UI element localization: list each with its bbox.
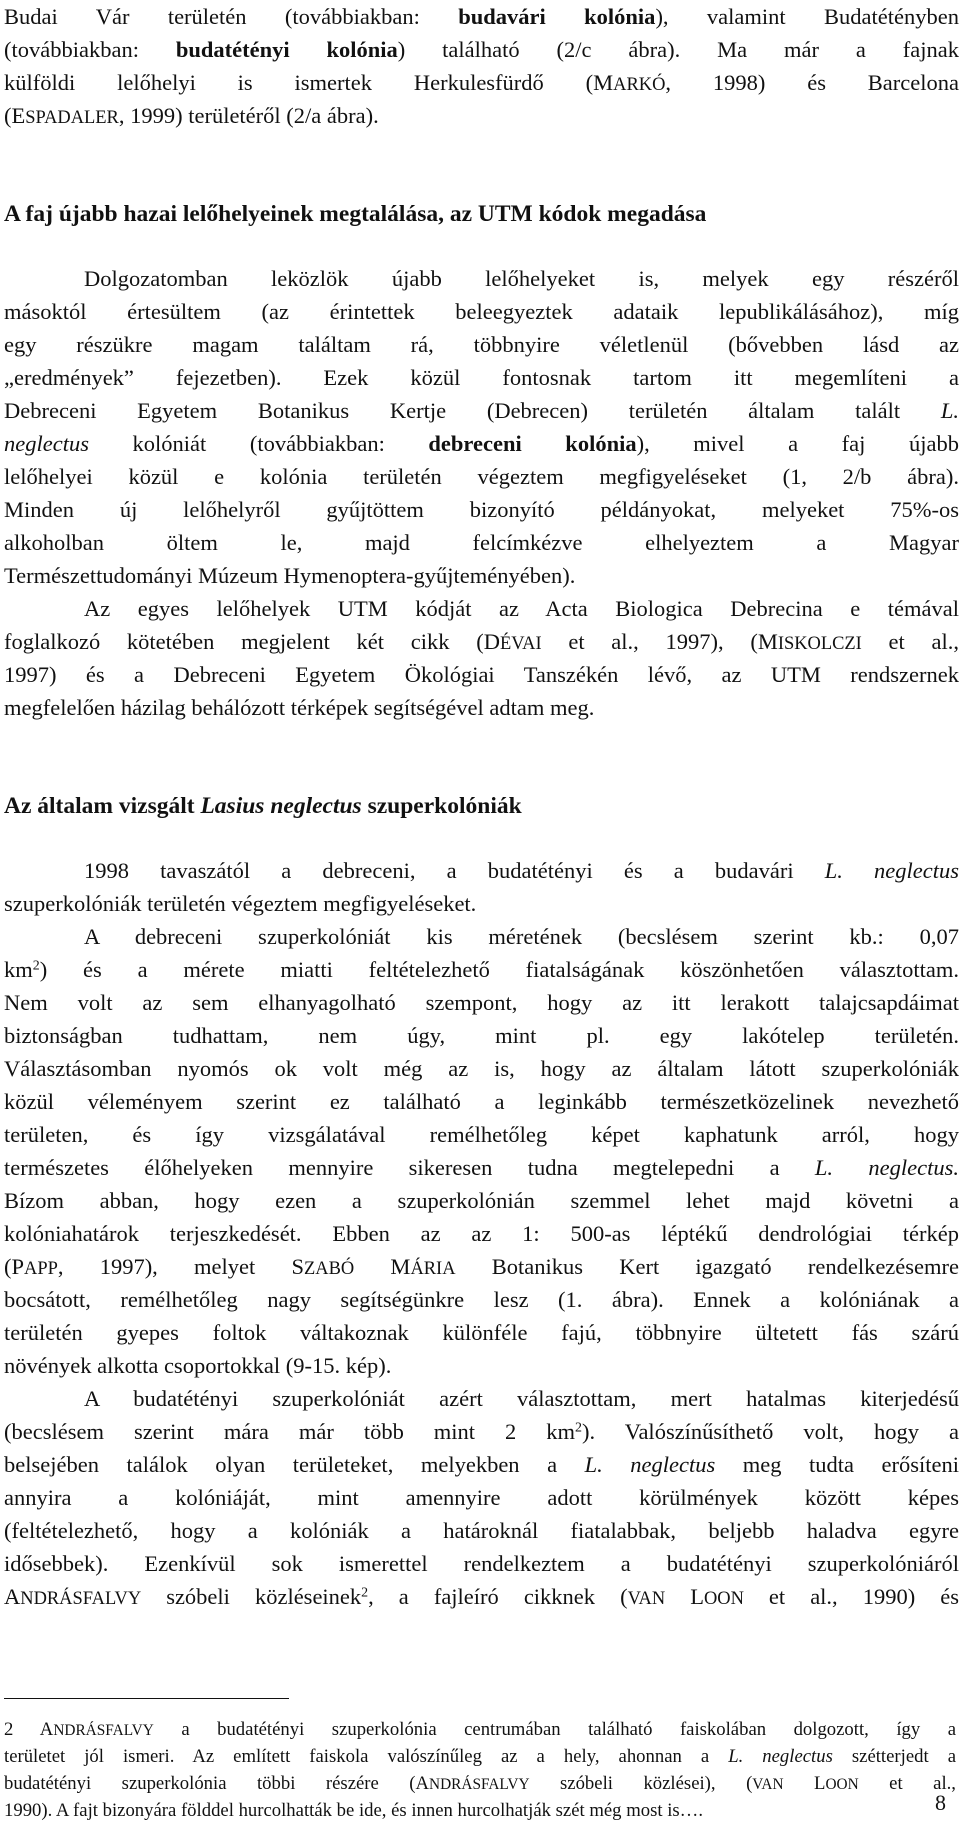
text-line: ANDRÁSFALVY szóbeli közléseinek$^2$, a fajleíró cikknek (VAN LOON et al., 1990) és [4, 1584, 959, 1609]
text-line: megfelelően házilag behálózott térképek segítségével adtam meg. [4, 695, 595, 720]
text-line: természetes élőhelyeken mennyire sikeresen tudna megtelepedni a L. neglectus. [4, 1155, 959, 1180]
term-budavari-kolonia: budavári kolónia [458, 4, 656, 29]
term-debreceni-kolonia: debreceni kolónia [428, 431, 637, 456]
footnote-divider [4, 1698, 289, 1699]
text-line: másoktól értesültem (az érintettek beleegyeztek adataik lepublikálásához), míg [4, 299, 959, 324]
text-line: Az egyes lelőhelyek UTM kódját az Acta Biologica Debrecina e témával [84, 596, 959, 621]
text-line: 1997) és a Debreceni Egyetem Ökológiai Tanszékén lévő, az UTM rendszernek [4, 662, 959, 687]
term-budatetenyi-kolonia: budatétényi kolónia [175, 37, 398, 62]
text-line: neglectus kolóniát (továbbiakban: debreceni kolónia), mivel a faj újabb [4, 431, 959, 456]
text-line: (PAPP, 1997), melyet SZABÓ MÁRIA Botanikus Kert igazgató rendelkezésemre [4, 1254, 959, 1279]
text-line: területén gyepes foltok váltakoznak különféle fajú, többnyire ültetett fás szárú [4, 1320, 959, 1345]
page-number: 8 [935, 1790, 946, 1815]
text-line: annyira a kolóniáját, mint amennyire adott körülmények között képes [4, 1485, 959, 1510]
text-line: (feltételezhető, hogy a kolóniák a határoknál fiatalabbak, beljebb haladva egyre [4, 1518, 959, 1543]
text-line: Budai Vár területén (továbbiakban: budavári kolónia), valamint Budatétényben [4, 4, 959, 29]
text-line: Minden új lelőhelyről gyűjtöttem bizonyító példányokat, melyeket 75%-os [4, 497, 959, 522]
text-line: Debreceni Egyetem Botanikus Kertje (Debrecen) területén általam talált L. [4, 398, 959, 423]
text-line: egy részükre magam találtam rá, többnyire véletlenül (bővebben lásd az [4, 332, 959, 357]
footnote-line: 1990). A fajt bizonyára földdel hurcolhatták be ide, és innen hurcolhatják szét még most is…. [4, 1800, 704, 1821]
text-line: $km^2$) és a mérete miatti feltételezhető fiatalságának köszönhetően választottam. [4, 957, 959, 982]
text-line: foglalkozó kötetében megjelent két cikk (DÉVAI et al., 1997), (MISKOLCZI et al., [4, 629, 959, 654]
footnote-line: területet jól ismeri. Az említett faiskola valószínűleg az a hely, ahonnan a L. neglectus szétterjedt a [4, 1746, 956, 1767]
text-line: A debreceni szuperkolóniát kis méretének (becslésem szerint kb.: 0,07 [84, 924, 959, 949]
text-line: bocsátott, remélhetőleg nagy segítségünkre lesz (1. ábra). Ennek a kolóniának a [4, 1287, 959, 1312]
text-line: közül véleményem szerint ez található a leginkább természetközelinek nevezhető [4, 1089, 959, 1114]
text-line: kolóniahatárok terjeszkedését. Ebben az az 1: 500-as léptékű dendrológiai térkép [4, 1221, 959, 1246]
text-line: Bízom abban, hogy ezen a szuperkolónián szemmel lehet majd követni a [4, 1188, 959, 1213]
section-heading: Az általam vizsgált Lasius neglectus szuperkolóniák [4, 793, 522, 819]
section-heading: A faj újabb hazai lelőhelyeinek megtalálása, az UTM kódok megadása [4, 201, 707, 227]
text-line: alkoholban öltem le, majd felcímkézve elhelyeztem a Magyar [4, 530, 959, 555]
text-line: lelőhelyei közül e kolónia területén végeztem megfigyeléseket (1, 2/b ábra). [4, 464, 959, 489]
footnote-line: 2 ANDRÁSFALVY a budatétényi szuperkolónia centrumában található faiskolában dolgozott, így a [4, 1719, 956, 1740]
text-line: Dolgozatomban leközlök újabb lelőhelyeket is, melyek egy részéről [84, 266, 959, 291]
text-line: idősebbek). Ezenkívül sok ismerettel rendelkeztem a budatétényi szuperkolóniáról [4, 1551, 959, 1576]
text-line: (becslésem szerint mára már több mint 2 $km^2$). Valószínűsíthető volt, hogy a [4, 1419, 959, 1444]
text-line: külföldi lelőhelyi is ismertek Herkulesfürdő (MARKÓ, 1998) és Barcelona [4, 70, 960, 95]
text-line: (ESPADALER, 1999) területéről (2/a ábra). [4, 103, 379, 128]
text-line: belsejében találok olyan területeket, melyekben a L. neglectus meg tudta erősíteni [4, 1452, 960, 1477]
text-line: 1998 tavaszától a debreceni, a budatétényi és a budavári L. neglectus [84, 858, 960, 883]
text-line: növények alkotta csoportokkal (9-15. kép). [4, 1353, 392, 1378]
text-line: Nem volt az sem elhanyagolható szempont, hogy az itt lerakott talajcsapdáimat [4, 990, 959, 1015]
footnote-line: budatétényi szuperkolónia többi részére (ANDRÁSFALVY szóbeli közlései), (VAN LOON et al., [4, 1773, 956, 1794]
text-line: Választásomban nyomós ok volt még az is, hogy az általam látott szuperkolóniák [4, 1056, 959, 1081]
footnote-ref: 2 [361, 1585, 369, 1601]
text-line: szuperkolóniák területén végeztem megfigyeléseket. [4, 891, 477, 916]
text-line: biztonságban tudhattam, nem úgy, mint pl. egy lakótelep területén. [4, 1023, 959, 1048]
text-line: területen, és így vizsgálatával remélhetőleg képet kaphatunk arról, hogy [4, 1122, 959, 1147]
text-line: Természettudományi Múzeum Hymenoptera-gyűjteményében). [4, 563, 576, 588]
text-line: „eredmények” fejezetben). Ezek közül fontosnak tartom itt megemlíteni a [4, 365, 959, 390]
text-line: (továbbiakban: budatétényi kolónia) található (2/c ábra). Ma már a fajnak [4, 37, 959, 62]
text-line: A budatétényi szuperkolóniát azért választottam, mert hatalmas kiterjedésű [84, 1386, 959, 1411]
